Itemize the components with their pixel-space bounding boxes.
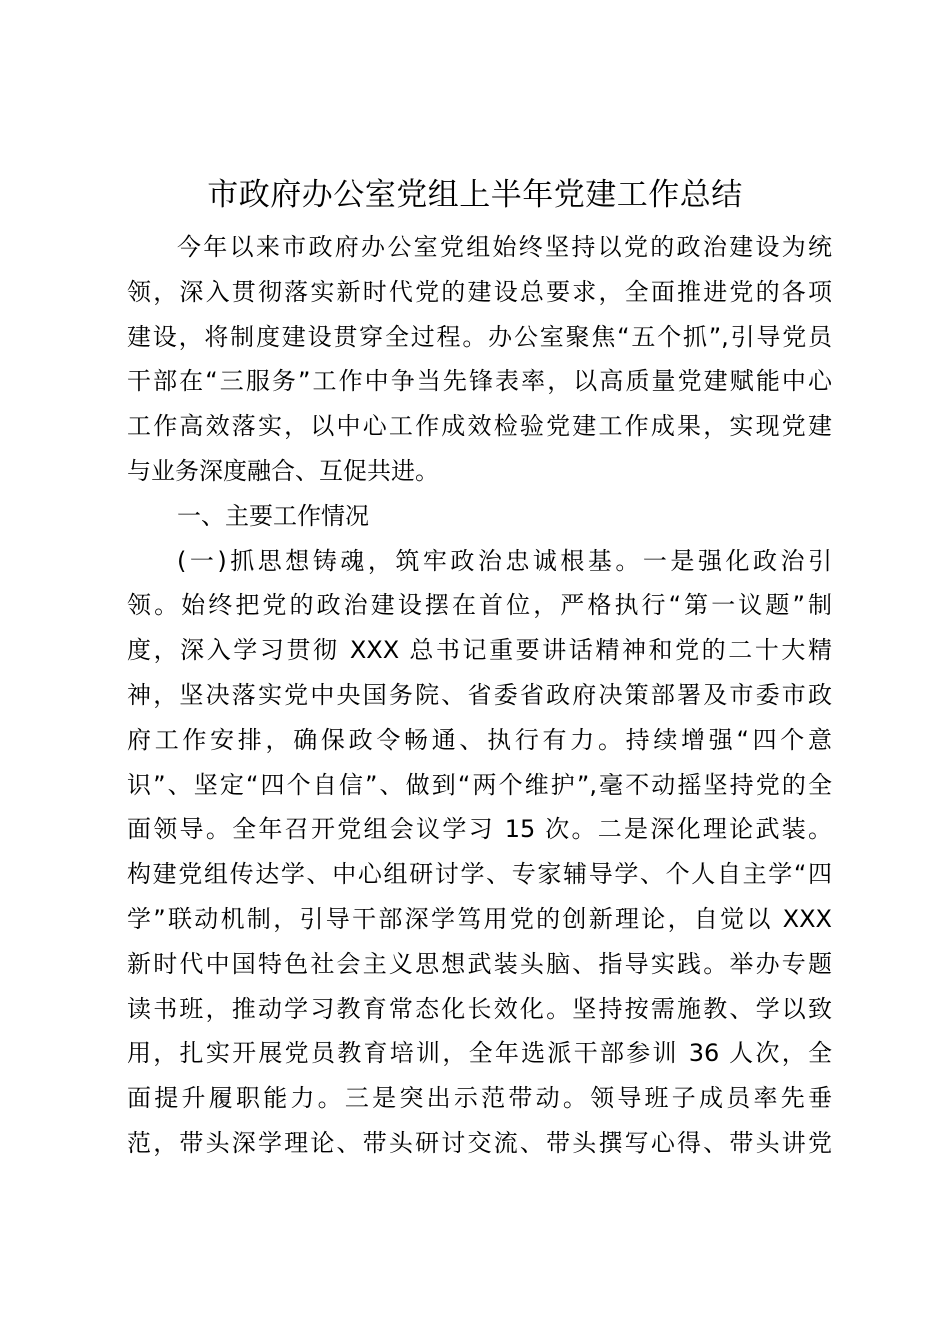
document-title: 市政府办公室党组上半年党建工作总结 [207, 177, 743, 213]
paragraph-line: 神，坚决落实党中央国务院、省委省政府决策部署及市委市政 [127, 680, 832, 709]
paragraph-line: 建设，将制度建设贯穿全过程。办公室聚焦“五个抓”,引导党员 [127, 322, 832, 351]
paragraph-line: 识”、坚定“四个自信”、做到“两个维护”,毫不动摇坚持党的全 [127, 770, 832, 799]
paragraph-line: (一)抓思想铸魂，筑牢政治忠诚根基。一是强化政治引 [177, 546, 832, 575]
paragraph-line: 工作高效落实，以中心工作成效检验党建工作成果，实现党建 [127, 412, 832, 441]
document-body [127, 225, 832, 1166]
section-heading: 一、主要工作情况 [177, 501, 369, 530]
paragraph-line: 新时代中国特色社会主义思想武装头脑、指导实践。举办专题 [127, 949, 832, 978]
paragraph-line: 面领导。全年召开党组会议学习 15 次。二是深化理论武装。 [127, 815, 832, 844]
paragraph-line: 学”联动机制，引导干部深学笃用党的创新理论，自觉以 XXX [127, 904, 832, 933]
paragraph-line: 范，带头深学理论、带头研讨交流、带头撰写心得、带头讲党 [127, 1128, 832, 1157]
paragraph-line: 干部在“三服务”工作中争当先锋表率，以高质量党建赋能中心 [127, 367, 832, 396]
paragraph-line: 领。始终把党的政治建设摆在首位，严格执行“第一议题”制 [127, 591, 832, 620]
paragraph-line: 面提升履职能力。三是突出示范带动。领导班子成员率先垂 [127, 1084, 832, 1113]
paragraph-line: 府工作安排，确保政令畅通、执行有力。持续增强“四个意 [127, 725, 832, 754]
paragraph-line: 领，深入贯彻落实新时代党的建设总要求，全面推进党的各项 [127, 277, 832, 306]
paragraph-line: 度，深入学习贯彻 XXX 总书记重要讲话精神和党的二十大精 [127, 636, 832, 665]
paragraph-line: 构建党组传达学、中心组研讨学、专家辅导学、个人自主学“四 [127, 860, 832, 889]
paragraph-line: 与业务深度融合、互促共进。 [127, 456, 439, 485]
paragraph-line: 用，扎实开展党员教育培训，全年选派干部参训 36 人次，全 [127, 1039, 832, 1068]
paragraph-line: 今年以来市政府办公室党组始终坚持以党的政治建设为统 [177, 233, 832, 261]
paragraph-line: 读书班，推动学习教育常态化长效化。坚持按需施教、学以致 [127, 994, 832, 1023]
